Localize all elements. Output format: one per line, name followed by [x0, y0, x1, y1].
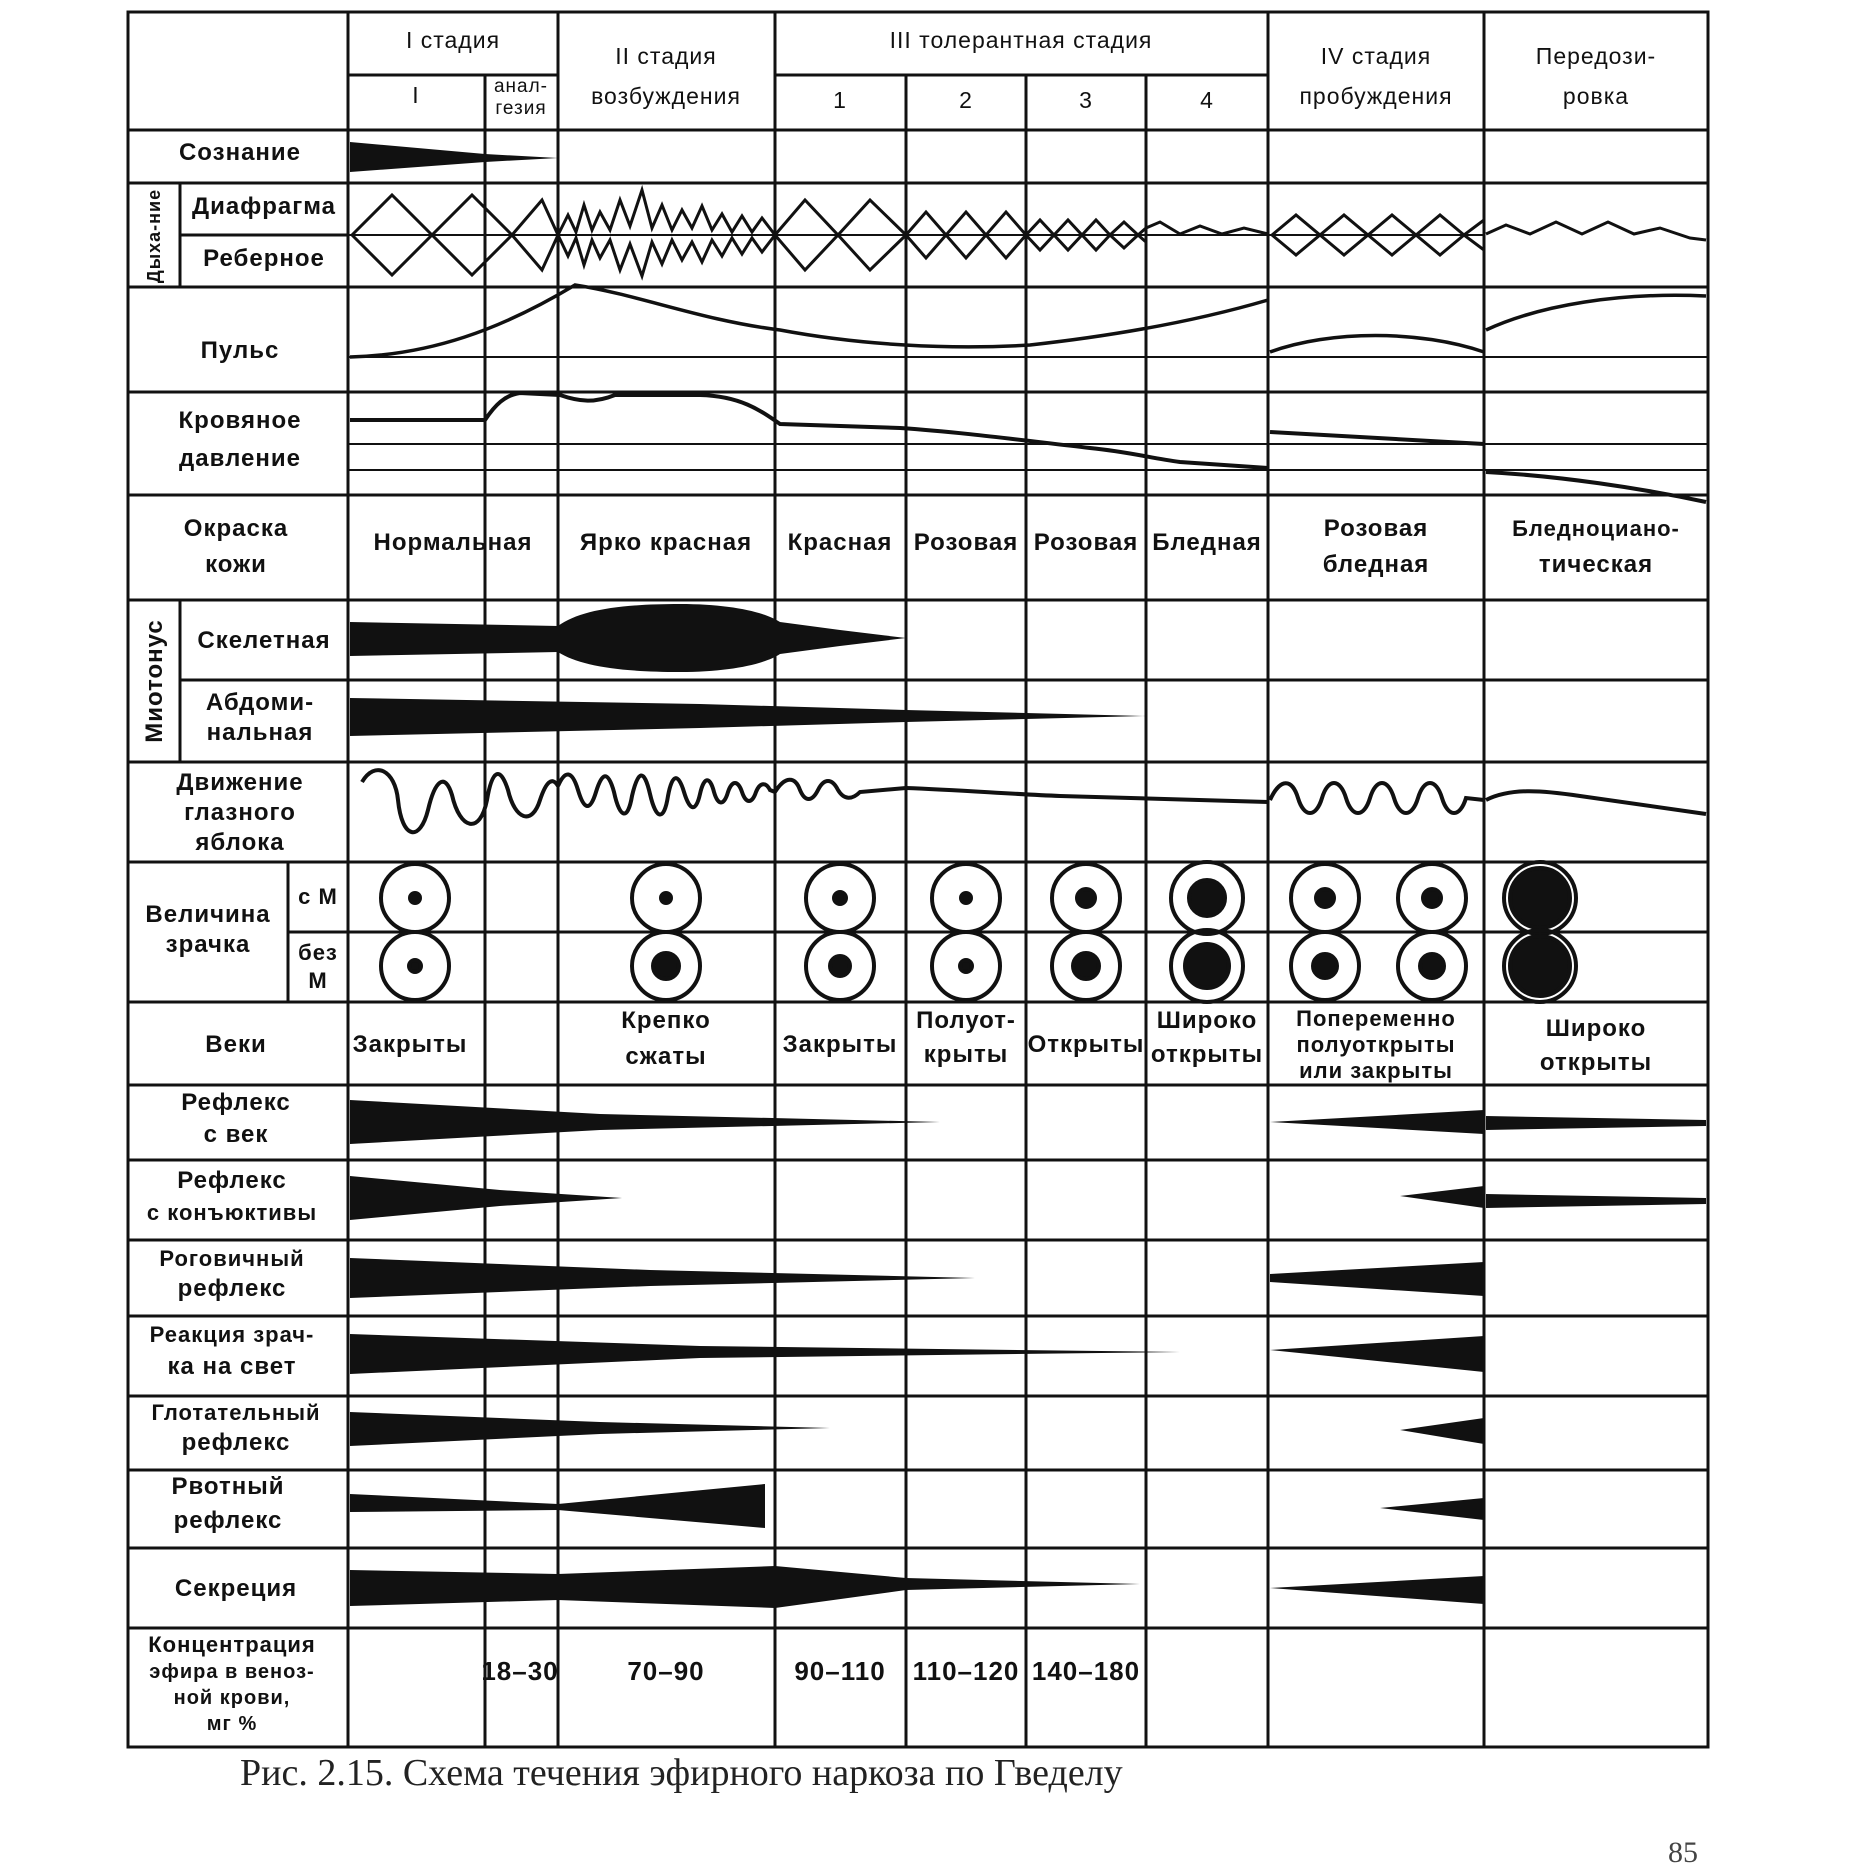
label-abdominal-line2: нальная — [206, 719, 314, 746]
stage-3-level-2: 2 — [959, 87, 973, 113]
pupil-m-stage4-b-dot — [1423, 889, 1441, 907]
pupil-nom-stage3-1-dot — [830, 956, 850, 976]
lids-stage4-line2: полуоткрыты — [1296, 1032, 1456, 1057]
stage-3-level-3: 3 — [1079, 87, 1093, 113]
pupil-m-stage3-3-dot — [1077, 889, 1095, 907]
skin-overdose-line1: Бледноциано- — [1512, 516, 1680, 541]
label-pupil-line1: Величина — [145, 901, 271, 928]
breathing-stage3-1-lower — [775, 235, 906, 270]
label-pupil-with-morphine: с М — [298, 884, 338, 909]
breathing-stage4-lower — [1272, 235, 1484, 255]
overdose-title-line2: ровка — [1562, 83, 1630, 109]
lids-stage3-4-line2: открыты — [1150, 1041, 1264, 1068]
label-rib: Реберное — [203, 245, 325, 272]
breathing-stage4-upper — [1272, 215, 1484, 235]
label-corneal-line1: Роговичный — [159, 1246, 305, 1271]
swallow-reflex-stage4-wedge — [1400, 1418, 1484, 1444]
label-corneal-line2: рефлекс — [177, 1275, 287, 1302]
label-swallow-line2: рефлекс — [181, 1429, 291, 1456]
skin-stage3-3: Розовая — [1033, 529, 1139, 556]
eyeball-stage2-wave — [558, 774, 775, 814]
pupil-nom-stage3-3-dot — [1073, 953, 1099, 979]
label-diaphragm: Диафрагма — [192, 193, 336, 220]
pulse-curve-stage4 — [1270, 336, 1484, 353]
conjunctival-reflex-stage4-wedge — [1400, 1186, 1484, 1208]
lids-stage3-2-line1: Полуот- — [916, 1007, 1016, 1034]
label-myotonus: Миотонус — [141, 619, 168, 743]
skin-stage4-line1: Розовая — [1323, 515, 1429, 542]
pulse-curve-overdose — [1486, 295, 1706, 330]
lids-stage3-4-line1: Широко — [1156, 1007, 1258, 1034]
lids-overdose-line1: Широко — [1545, 1015, 1647, 1042]
eyeball-stage1-wave — [362, 770, 558, 832]
skin-stage3-4: Бледная — [1152, 529, 1262, 556]
stage-2-title-line1: II стадия — [615, 43, 717, 69]
concentration-stage2: 70–90 — [627, 1656, 705, 1686]
pupil-nom-stage4-a-dot — [1313, 954, 1337, 978]
light-reaction-wedge — [350, 1334, 1180, 1374]
label-swallow-line1: Глотательный — [151, 1400, 321, 1425]
concentration-stage3-2: 110–120 — [912, 1656, 1020, 1686]
concentration-row — [481, 1656, 1140, 1686]
eyeball-stage4-wave — [1270, 783, 1484, 813]
concentration-analgesia: 18–30 — [481, 1656, 559, 1686]
label-light-reaction-line2: ка на свет — [167, 1353, 297, 1380]
label-pupil-without-morphine-line1: без — [298, 940, 338, 965]
pulse-curve-main — [350, 285, 1268, 357]
label-secretion: Секреция — [174, 1575, 298, 1602]
lid-reflex-wedge — [350, 1100, 940, 1144]
pupil-nom-stage1-dot — [409, 960, 421, 972]
conjunctival-reflex-overdose-wedge — [1486, 1194, 1706, 1208]
skin-stage4-line2: бледная — [1322, 551, 1430, 578]
skin-overdose-line2: тическая — [1538, 551, 1654, 578]
lids-stage1: Закрыты — [352, 1031, 468, 1058]
breathing-stage1-lower — [352, 235, 558, 275]
breathing-stage1-upper — [352, 195, 558, 235]
pupil-nom-stage3-2-dot — [960, 960, 972, 972]
stage-4-title-line2: пробуждения — [1299, 83, 1453, 109]
label-eye-line1: Движение — [176, 769, 304, 796]
vomit-reflex-stage4-wedge — [1380, 1498, 1484, 1520]
bp-curve-stage4 — [1270, 432, 1484, 444]
stage-header — [406, 27, 1656, 119]
bp-curve-main — [350, 393, 1268, 468]
label-bp-line2: давление — [179, 445, 301, 472]
lids-row — [353, 1006, 1653, 1083]
label-breathing: Дыха-ние — [144, 188, 164, 284]
stage-1-sub-1: I — [412, 82, 420, 108]
skin-stage3-1: Красная — [787, 529, 893, 556]
stage-4-title-line1: IV стадия — [1320, 43, 1432, 69]
label-bp-line1: Кровяное — [178, 407, 302, 434]
label-skeletal: Скелетная — [197, 627, 331, 654]
label-vomit-line1: Рвотный — [171, 1473, 285, 1500]
corneal-reflex-wedge — [350, 1258, 975, 1298]
label-pupil-without-morphine-line2: М — [308, 968, 328, 993]
pulse-curves — [350, 285, 1706, 357]
corneal-reflex-stage4-wedge — [1270, 1262, 1484, 1296]
bp-curve-overdose — [1486, 472, 1706, 502]
label-consciousness: Сознание — [178, 139, 302, 166]
label-lid-reflex-line1: Рефлекс — [181, 1089, 291, 1116]
stage-3-level-4: 4 — [1200, 87, 1214, 113]
skin-stage2: Ярко красная — [579, 529, 753, 556]
label-conjunctival-line1: Рефлекс — [177, 1167, 287, 1194]
pupil-m-stage1-dot — [410, 893, 420, 903]
label-concentration-line1: Концентрация — [148, 1632, 316, 1657]
stage-3-level-1: 1 — [833, 87, 847, 113]
light-reaction-stage4-wedge — [1270, 1336, 1484, 1372]
secretion-stage4-wedge — [1270, 1576, 1484, 1604]
stage-1-sub-2-line2: гезия — [495, 98, 547, 119]
eyeball-stage3-1-wave — [775, 780, 906, 799]
breathing-stage3-2-lower — [906, 235, 1026, 258]
label-skin-line1: Окраска — [183, 515, 289, 542]
stage-3-title: III толерантная стадия — [889, 27, 1153, 53]
breathing-stage2-upper — [558, 190, 775, 235]
lids-stage3-3: Открыты — [1027, 1031, 1145, 1058]
skin-stage3-2: Розовая — [913, 529, 1019, 556]
lids-stage4-line1: Попеременно — [1296, 1006, 1456, 1031]
breathing-stage3-3-upper — [1026, 220, 1146, 235]
concentration-stage3-1: 90–110 — [794, 1656, 886, 1686]
label-eye-line3: яблока — [195, 829, 285, 856]
label-light-reaction-line1: Реакция зрач- — [149, 1322, 315, 1347]
label-conjunctival-line2: с конъюктивы — [146, 1200, 318, 1225]
label-vomit-line2: рефлекс — [173, 1507, 283, 1534]
row-labels — [141, 139, 338, 1735]
label-pulse: Пульс — [200, 337, 280, 364]
skin-stage1: Нормальная — [373, 529, 533, 556]
lids-stage3-1: Закрыты — [782, 1031, 898, 1058]
reflex-wedges — [350, 1100, 1706, 1608]
figure-caption: Рис. 2.15. Схема течения эфирного наркоза по Гведелу — [240, 1752, 1123, 1794]
pupil-nom-overdose-fill — [1510, 936, 1570, 996]
label-eye-line2: глазного — [184, 799, 296, 826]
label-pupil-line2: зрачка — [165, 931, 251, 958]
pupil-nom-stage4-b-dot — [1420, 954, 1444, 978]
pupil-m-stage3-4-dot — [1189, 880, 1225, 916]
breathing-stage3-3-lower — [1026, 235, 1146, 250]
blood-pressure-curves — [350, 393, 1706, 502]
breathing-stage2-lower — [558, 235, 775, 276]
label-abdominal-line1: Абдоми- — [205, 689, 315, 716]
pupil-m-stage3-2-dot — [961, 893, 971, 903]
stage-2-title-line2: возбуждения — [591, 83, 741, 109]
page-number: 85 — [1668, 1836, 1698, 1868]
breathing-stage3-2-upper — [906, 212, 1026, 235]
pupil-nom-stage2-dot — [653, 953, 679, 979]
label-lids: Веки — [205, 1031, 267, 1058]
lids-stage3-2-line2: крыты — [923, 1041, 1009, 1068]
eyeball-stage3-rest-line — [906, 788, 1268, 802]
eyeball-overdose-line — [1486, 791, 1706, 814]
lids-stage4-line3: или закрыты — [1299, 1058, 1453, 1083]
label-lid-reflex-line2: с век — [203, 1121, 269, 1148]
swallow-reflex-wedge — [350, 1412, 830, 1446]
pupil-m-overdose-fill — [1510, 868, 1570, 928]
consciousness-wedge — [350, 142, 558, 172]
pupil-m-stage4-a-dot — [1316, 889, 1334, 907]
concentration-stage3-3: 140–180 — [1031, 1656, 1141, 1686]
breathing-overdose — [1486, 222, 1706, 240]
stage-1-title: I стадия — [405, 27, 501, 53]
pupil-m-stage2-dot — [661, 893, 671, 903]
myotonus-skeletal-shape — [350, 604, 906, 672]
label-skin-line2: кожи — [205, 551, 267, 578]
stage-1-sub-2-line1: анал- — [493, 76, 549, 97]
secretion-wedge — [350, 1566, 1140, 1608]
lid-reflex-overdose-wedge — [1486, 1116, 1706, 1130]
lid-reflex-stage4-wedge — [1270, 1110, 1484, 1134]
overdose-title-line1: Передози- — [1535, 43, 1657, 69]
lids-stage2-line1: Крепко — [621, 1007, 711, 1034]
label-concentration-line2: эфира в веноз- — [149, 1661, 315, 1683]
breathing-stage3-1-upper — [775, 200, 906, 235]
lids-stage2-line2: сжаты — [625, 1043, 707, 1070]
pupil-m-stage3-1-dot — [834, 892, 846, 904]
pupil-nom-stage3-4-dot — [1185, 944, 1229, 988]
breathing-stage3-4 — [1146, 222, 1268, 234]
label-concentration-line4: мг % — [206, 1713, 258, 1735]
lids-overdose-line2: открыты — [1539, 1049, 1653, 1076]
eyeball-movement — [362, 770, 1706, 832]
table-grid — [128, 12, 1708, 1747]
label-concentration-line3: ной крови, — [173, 1687, 291, 1709]
